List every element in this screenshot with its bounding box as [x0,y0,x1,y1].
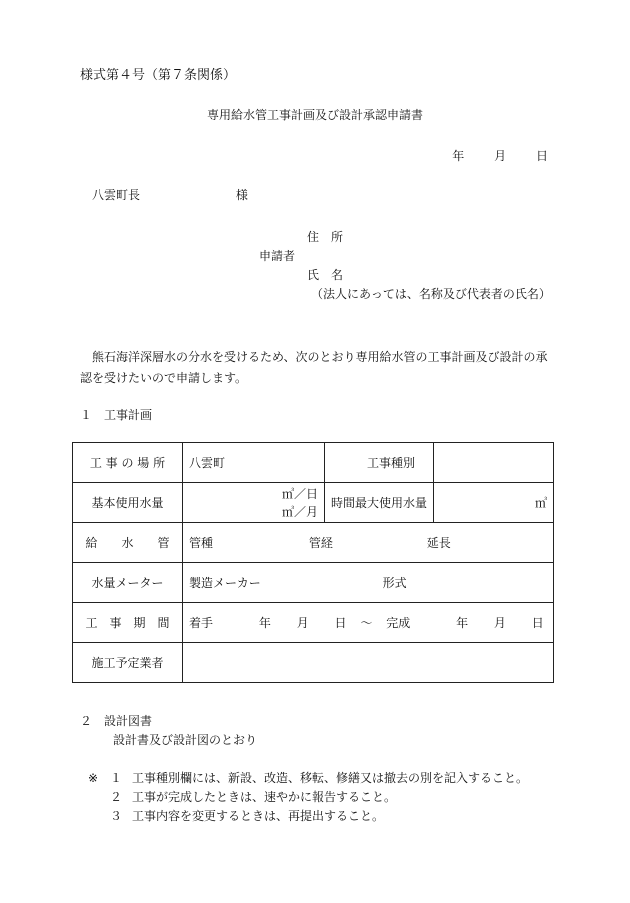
table-row [73,563,554,603]
meter-label: 水量メーター [73,563,183,603]
type-value[interactable] [434,443,554,483]
meter-maker-label: 製造メーカー [189,576,261,590]
site-value[interactable]: 八雲町 [183,443,325,483]
contractor-label: 施工予定業者 [73,643,183,683]
list-item [88,807,528,826]
pipe-diameter-label: 管経 [308,536,333,550]
table-row [73,523,554,563]
complete-label: 完成 [386,616,411,630]
name-label: 氏 名 [307,268,344,282]
start-day-label: 日 [334,616,347,630]
end-day-label: 日 [531,616,544,630]
date-line [426,147,548,164]
usage-unit-day: ㎥／日 [282,486,319,501]
note-number: ３ [110,809,123,823]
note-number: ２ [110,790,123,804]
note-mark-spacer [88,807,110,826]
hourly-unit: ㎥ [535,496,548,510]
table-row [73,443,554,483]
month-label: 月 [494,149,507,163]
body-text: 熊石海洋深層水の分水を受けるため、次のとおり専用給水管の工事計画及び設計の承認を受けたいので申請します。 [80,350,548,385]
meter-model-label: 形式 [382,576,407,590]
notes [88,769,528,826]
note-text: 工事内容を変更するときは、再提出すること。 [132,809,385,823]
pipe-label: 給 水 管 [73,523,183,563]
end-year-label: 年 [456,616,469,630]
day-label: 日 [535,149,548,163]
usage-unit-month: ㎥／月 [282,504,319,519]
usage-value[interactable] [183,483,325,523]
site-label: 工 事 の 場 所 [73,443,183,483]
corporation-note: （法人にあっては、名称及び代表者の氏名） [311,287,551,301]
year-label: 年 [452,149,465,163]
start-label: 着手 [189,616,214,630]
note-text: 工事種別欄には、新設、改造、移転、修繕又は撤去の別を記入すること。 [132,771,529,785]
hourly-max-value[interactable] [434,483,554,523]
addressee [92,186,248,203]
pipe-length-label: 延長 [426,536,451,550]
note-mark: ※ [88,771,99,785]
form-number: 様式第４号（第７条関係） [80,68,237,83]
document-title: 専用給水管工事計画及び設計承認申請書 [206,108,423,122]
period-label: 工 事 期 間 [73,603,183,643]
section-2-heading: ２ 設計図書 [80,714,153,728]
note-text: 工事が完成したときは、速やかに報告すること。 [132,790,397,804]
pipe-type-label: 管種 [189,536,214,550]
table-row [73,603,554,643]
note-number: １ [110,771,123,785]
list-item [88,769,528,788]
hourly-max-label: 時間最大使用水量 [325,483,434,523]
note-mark-spacer [88,788,110,807]
addressee-honorific: 様 [235,188,248,202]
meter-value[interactable] [183,563,554,603]
addressee-name: 八雲町長 [92,188,141,202]
applicant-label: 申請者 [259,249,296,263]
address-label: 住 所 [307,230,344,244]
start-year-label: 年 [258,616,271,630]
construction-plan-table [72,442,554,683]
end-month-label: 月 [493,616,506,630]
section-2-detail: 設計書及び設計図のとおり [113,733,258,747]
contractor-value[interactable] [183,643,554,683]
type-label: 工事種別 [325,443,434,483]
table-row [73,643,554,683]
table-row [73,483,554,523]
tilde: ～ [360,616,373,630]
section-1-heading: １ 工事計画 [80,408,153,422]
start-month-label: 月 [296,616,309,630]
period-value[interactable] [183,603,554,643]
list-item [88,788,528,807]
pipe-value[interactable] [183,523,554,563]
usage-label: 基本使用水量 [73,483,183,523]
